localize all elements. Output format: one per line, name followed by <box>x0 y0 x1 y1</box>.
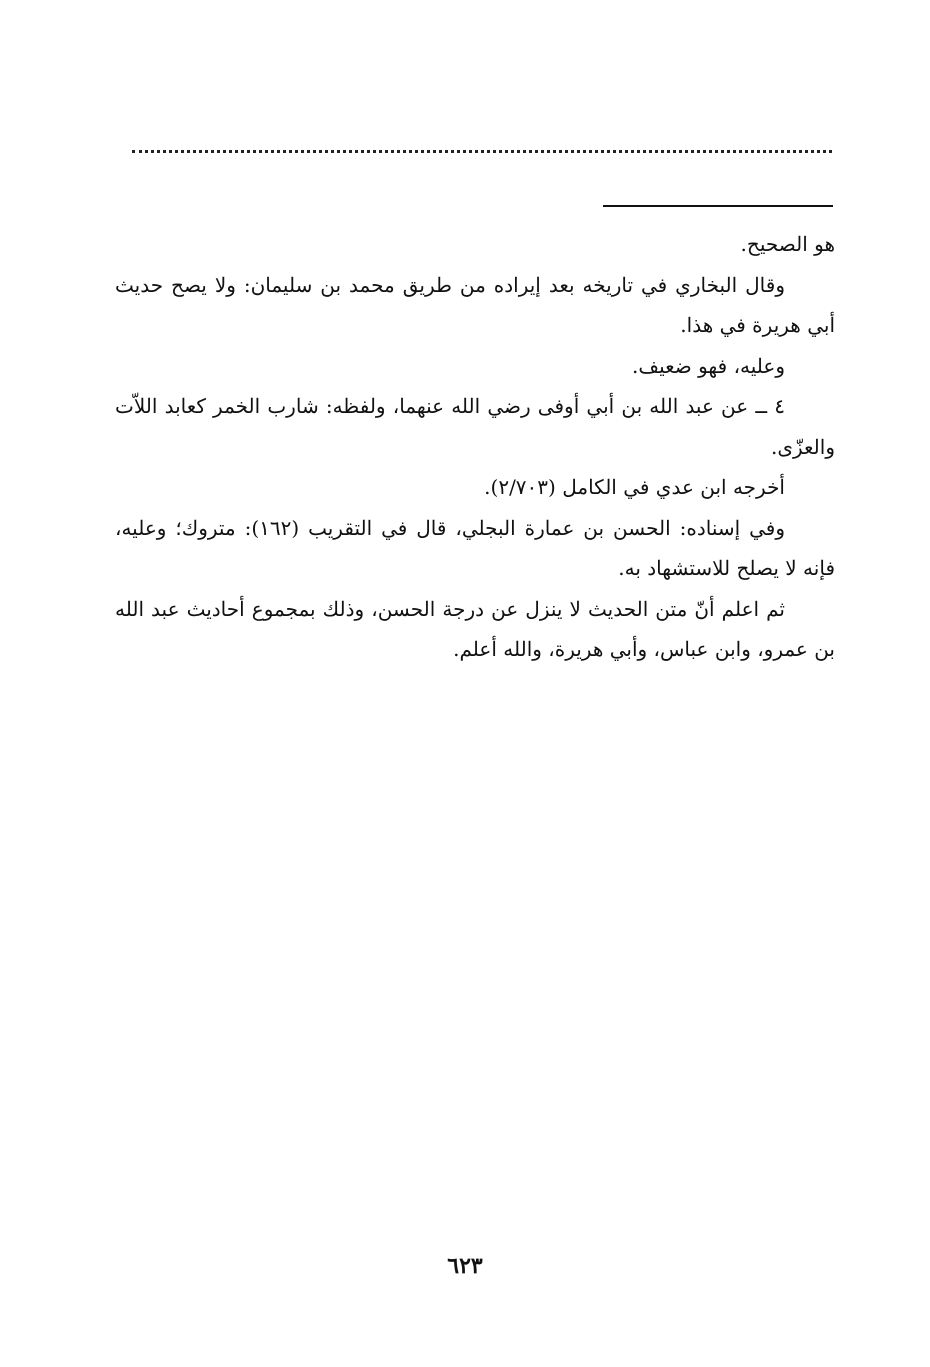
footnote-paragraph-5: أخرجه ابن عدي في الكامل (٢/٧٠٣). <box>484 475 785 499</box>
footnotes-section <box>115 224 835 670</box>
footnote-paragraph-7: ثم اعلم أنّ متن الحديث لا ينزل عن درجة الحسن، وذلك بمجموع أحاديث عبد الله بن عمرو، وابن عباس، وأبي هريرة، والله أعلم. <box>115 596 835 661</box>
dotted-separator <box>132 150 832 153</box>
footnote-paragraph-2: وقال البخاري في تاريخه بعد إيراده من طريق محمد بن سليمان: ولا يصح حديث أبي هريرة في هذا. <box>115 272 835 337</box>
footnote-separator-line <box>603 205 833 207</box>
footnote-paragraph-6: وفي إسناده: الحسن بن عمارة البجلي، قال في التقريب (١٦٢): متروك؛ وعليه، فإنه لا يصلح للاستشهاد به. <box>115 515 835 580</box>
footnote-paragraph-1: هو الصحيح. <box>740 232 835 256</box>
footnote-paragraph-3: وعليه، فهو ضعيف. <box>632 353 785 378</box>
footnote-paragraph-4: ٤ ــ عن عبد الله بن أبي أوفى رضي الله عنهما، ولفظه: شارب الخمر كعابد اللاّت والعزّى. <box>115 394 835 459</box>
page-number: ٦٢٣ <box>447 1253 483 1279</box>
